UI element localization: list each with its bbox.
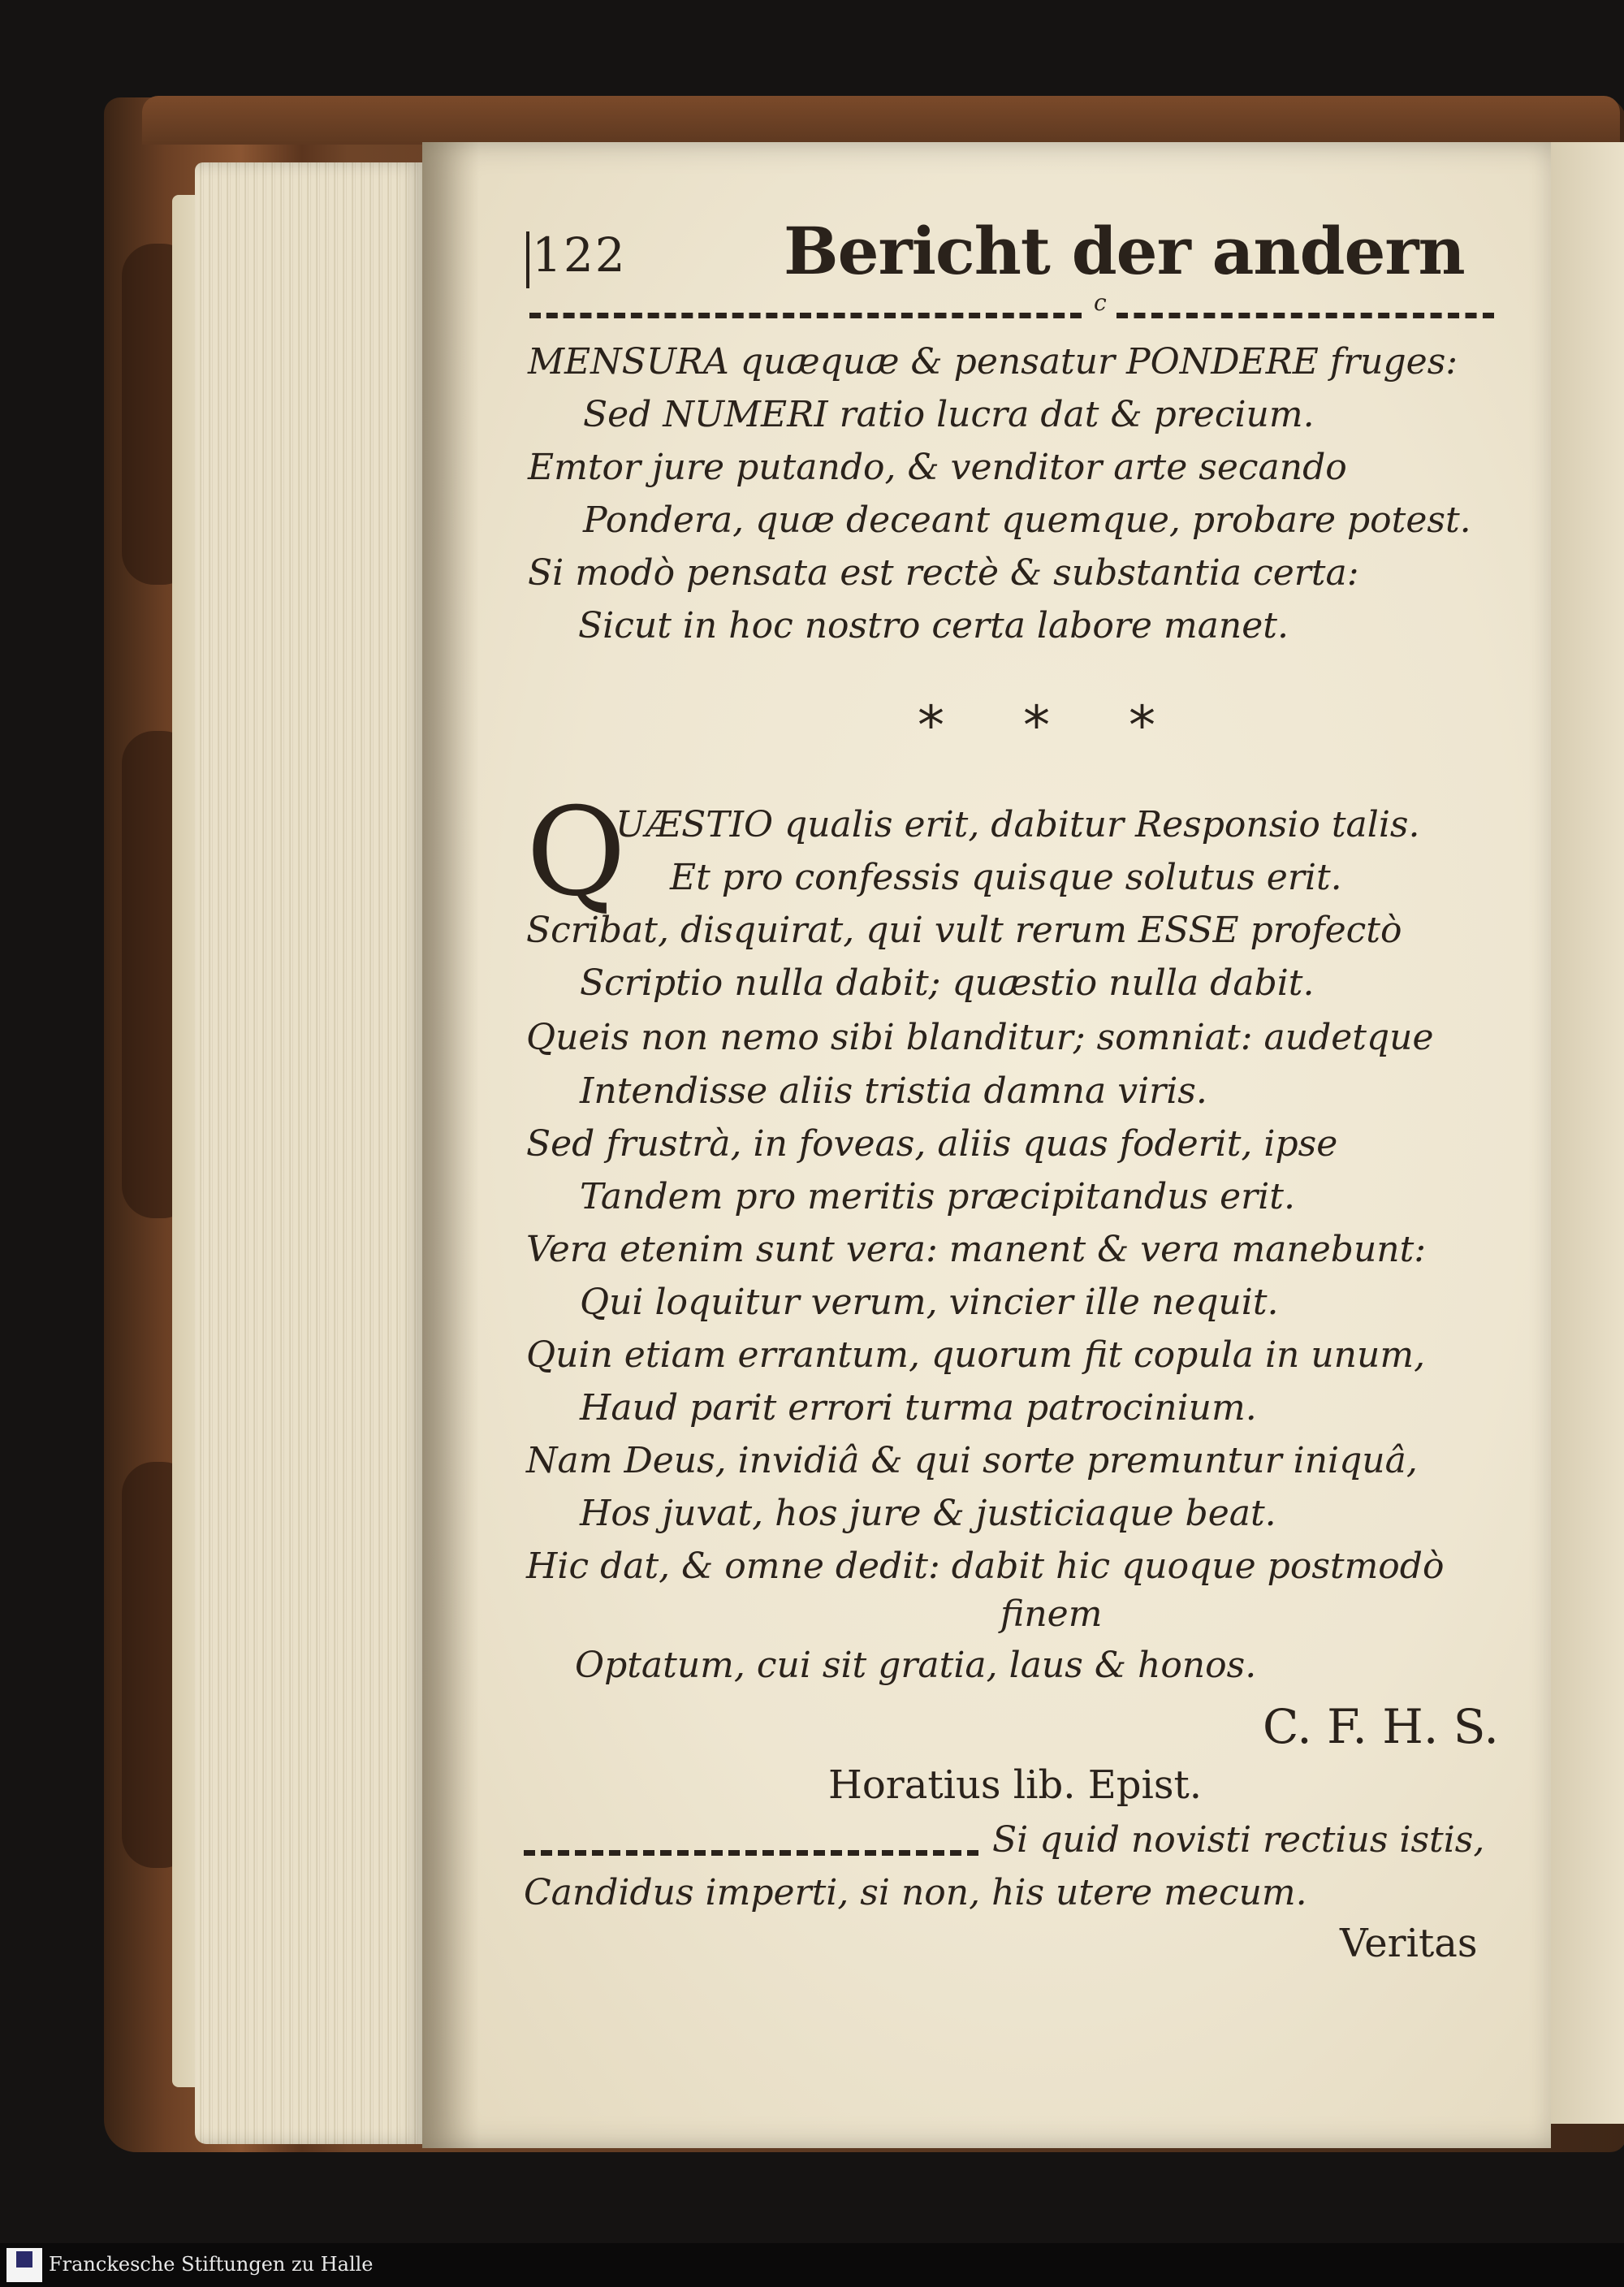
poem2-line-15-turnover: finem [1000, 1593, 1103, 1635]
citation-line-1: Si quid novisti rectius istis, [992, 1819, 1485, 1861]
poem2-line-3: Scribat, disquirat, qui vult rerum ESSE profectò [526, 910, 1402, 951]
citation-line-2: Candidus imperti, si non, his utere mecum. [524, 1872, 1307, 1913]
poem1-line-4: Pondera, quæ deceant quemque, probare potest. [583, 499, 1471, 541]
binding-top-edge [142, 96, 1620, 145]
page-number: 122 [532, 227, 627, 283]
poem1-line-5: Si modò pensata est rectè & substantia certa: [528, 552, 1359, 594]
section-separator: * * * [918, 694, 1186, 757]
poem2-line-2: Et pro confessis quisque solutus erit. [670, 857, 1342, 898]
poem2-line-6: Intendisse aliis tristia damna viris. [580, 1070, 1207, 1112]
poem1-line-2: Sed NUMERI ratio lucra dat & precium. [583, 394, 1315, 435]
poem2-line-12: Haud parit errori turma patrocinium. [580, 1387, 1257, 1429]
poem2-line-16: Optatum, cui sit gratia, laus & honos. [575, 1645, 1257, 1686]
poem2-line-13: Nam Deus, invidiâ & qui sorte premuntur iniquâ, [526, 1440, 1418, 1481]
poem1-line-6: Sicut in hoc nostro certa labore manet. [578, 605, 1289, 646]
institution-name: Franckesche Stiftungen zu Halle [49, 2253, 374, 2276]
poem2-line-11: Quin etiam errantum, quorum fit copula in unum, [526, 1334, 1426, 1376]
gutter-shadow [422, 142, 479, 2148]
header-rule-left [529, 313, 1082, 318]
drop-cap: Q [526, 782, 626, 923]
header-margin-mark [526, 231, 529, 288]
institution-logo-mark [16, 2251, 32, 2268]
poem2-line-9: Vera etenim sunt vera: manent & vera manebunt: [526, 1229, 1427, 1270]
poem2-line-4: Scriptio nulla dabit; quæstio nulla dabit. [580, 962, 1315, 1004]
poem2-line-10: Qui loquitur verum, vincier ille nequit. [580, 1282, 1279, 1323]
running-title: Bericht der andern [784, 213, 1465, 289]
poem2-line-1: UÆSTIO qualis erit, dabitur Responsio talis. [615, 804, 1420, 845]
poem1-line-3: Emtor jure putando, & venditor arte secando [528, 447, 1347, 488]
author-signature: C. F. H. S. [1263, 1699, 1499, 1754]
poem1-line-1: MENSURA quæquæ & pensatur PONDERE fruges: [528, 341, 1458, 383]
catchword: Veritas [1340, 1921, 1478, 1966]
header-rule-right [1116, 313, 1494, 318]
poem2-line-15: Hic dat, & omne dedit: dabit hic quoque postmodò [526, 1546, 1445, 1587]
poem2-line-8: Tandem pro meritis præcipitandus erit. [580, 1176, 1295, 1217]
citation-rule [524, 1850, 978, 1856]
citation-source: Horatius lib. Epist. [828, 1762, 1203, 1808]
poem2-line-5: Queis non nemo sibi blanditur; somniat: audetque [526, 1017, 1434, 1058]
poem2-line-14: Hos juvat, hos jure & justiciaque beat. [580, 1493, 1276, 1534]
facing-page-edge [1547, 142, 1624, 2124]
page-edges [195, 162, 426, 2144]
poem2-line-7: Sed frustrà, in foveas, aliis quas foderit, ipse [526, 1123, 1338, 1165]
header-rule-mark: c [1094, 289, 1107, 316]
